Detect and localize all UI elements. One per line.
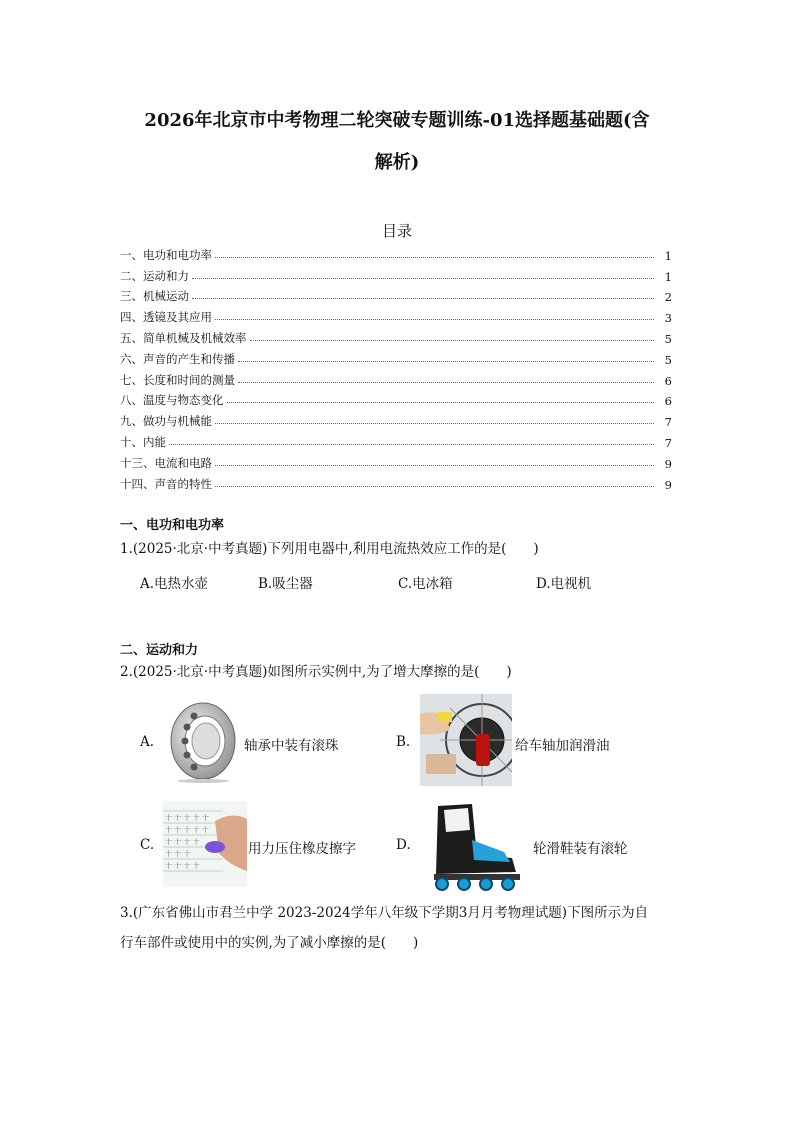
toc-entry[interactable]: 九、做功与机械能 7 [120,414,672,430]
toc-entry[interactable]: 八、温度与物态变化 6 [120,393,672,409]
document-title [110,100,684,184]
section-heading-1: 一、电功和电功率 [120,518,225,533]
question-2-option-a-text[interactable]: 轴承中装有滚珠 [244,738,339,754]
question-1-option-b[interactable]: B.吸尘器 [258,576,313,592]
toc-entry[interactable]: 十四、声音的特性 9 [120,476,672,492]
question-1-option-c[interactable]: C.电冰箱 [398,576,453,592]
toc-entry[interactable]: 五、简单机械及机械效率 5 [120,330,672,346]
eraser-pressing-image [163,801,247,887]
question-2-option-b-letter[interactable]: B. [396,734,411,750]
question-2-stem: 2.(2025·北京·中考真题)如图所示实例中,为了增大摩擦的是( ) [120,664,512,680]
svg-text:十 十 十 十: 十 十 十 十 [165,862,200,870]
toc-entry[interactable]: 二、运动和力 1 [120,268,672,284]
table-of-contents [120,242,672,492]
question-2-option-a-letter[interactable]: A. [140,734,155,750]
question-2-option-d-text[interactable]: 轮滑鞋装有滚轮 [533,841,628,857]
question-3-stem-line-2: 行车部件或使用中的实例,为了减小摩擦的是( ) [120,935,419,951]
question-1-option-d[interactable]: D.电视机 [536,576,592,592]
toc-entry[interactable]: 十、内能 7 [120,434,672,450]
svg-text:十 十 十: 十 十 十 [165,850,191,858]
toc-entry[interactable]: 一、电功和电功率 1 [120,247,672,263]
toc-entry[interactable]: 三、机械运动 2 [120,289,672,305]
bike-chain-lubrication-image [420,694,512,786]
section-heading-2: 二、运动和力 [120,643,199,658]
question-1-option-a[interactable]: A.电热水壶 [140,576,209,592]
question-3-stem-line-1: 3.(广东省佛山市君兰中学 2023-2024学年八年级下学期3月月考物理试题)下图所示为自 [120,905,649,921]
ball-bearing-image [163,697,241,783]
question-2-option-c-letter[interactable]: C. [140,837,155,853]
toc-entry[interactable]: 七、长度和时间的测量 6 [120,372,672,388]
question-1-stem: 1.(2025·北京·中考真题)下列用电器中,利用电流热效应工作的是( ) [120,541,539,557]
title-line-2: 解析) [374,152,420,173]
question-2-option-c-text[interactable]: 用力压住橡皮擦字 [248,841,356,857]
toc-entry[interactable]: 十三、电流和电路 9 [120,455,672,471]
question-3-stem [120,898,690,958]
svg-text:十 十 十 十: 十 十 十 十 [165,838,200,846]
question-2-option-d-letter[interactable]: D. [396,837,411,853]
svg-text:十 十 十 十 十: 十 十 十 十 十 [165,826,209,834]
toc-heading: 目录 [381,222,412,240]
title-line-1: 2026年北京市中考物理二轮突破专题训练-01选择题基础题(含 [144,110,650,131]
svg-text:十 十 十 十 十: 十 十 十 十 十 [165,814,209,822]
toc-entry[interactable]: 四、透镜及其应用 3 [120,310,672,326]
roller-skate-image [424,800,530,892]
toc-entry[interactable]: 六、声音的产生和传播 5 [120,351,672,367]
question-2-option-b-text[interactable]: 给车轴加润滑油 [515,738,610,754]
